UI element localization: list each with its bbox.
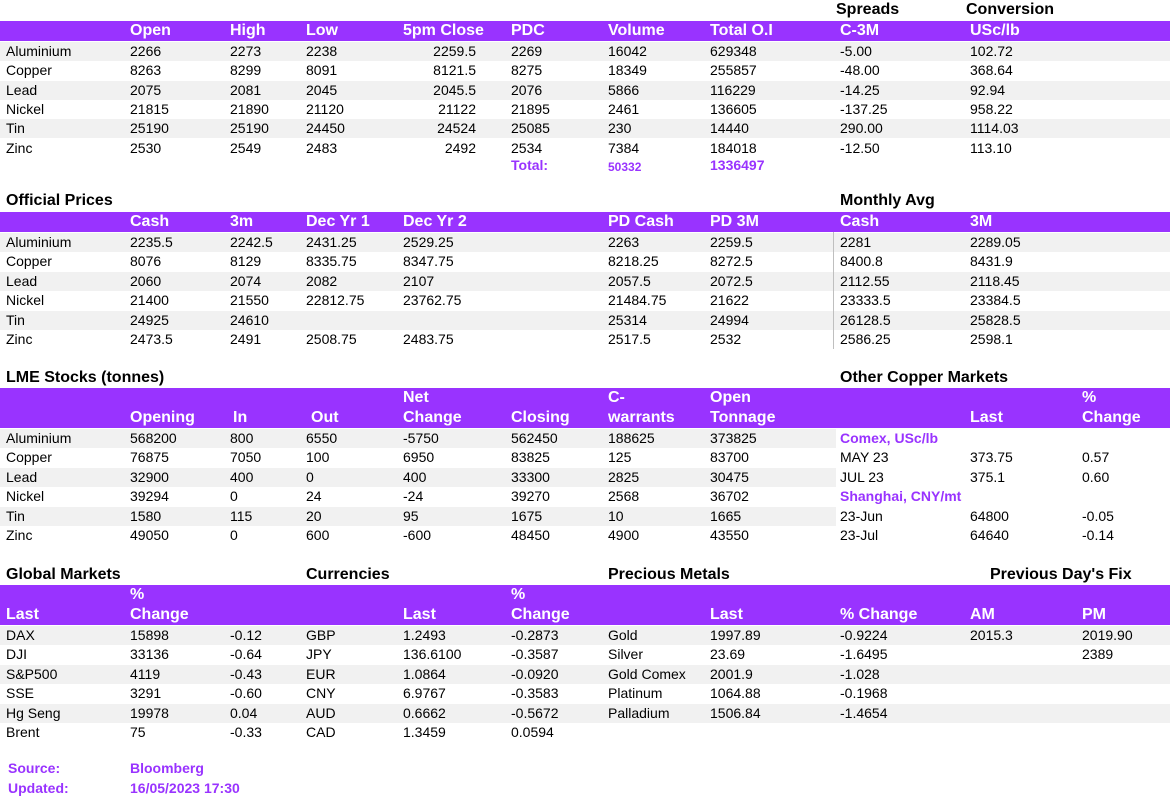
metal-name: Platinum: [608, 685, 663, 702]
data-cell: 2529.25: [403, 234, 454, 250]
col-header: Total O.I: [710, 22, 773, 39]
currency-last: 1.3459: [403, 724, 446, 740]
data-cell: 24994: [710, 311, 749, 328]
data-cell: 6550: [306, 430, 338, 446]
currencies-title: Currencies: [306, 566, 390, 583]
data-cell: 2491: [230, 331, 262, 347]
col-header: PD 3M: [710, 213, 759, 230]
data-cell: 24610: [230, 311, 269, 328]
col-header: Closing: [511, 409, 570, 426]
data-cell: 8091: [306, 62, 338, 79]
index-last: 3291: [130, 685, 162, 702]
data-cell: 290.00: [840, 120, 883, 137]
updated-label: Updated:: [8, 780, 69, 796]
index-change: -0.12: [230, 627, 262, 643]
col-header-top: %: [130, 586, 145, 603]
data-cell: 83825: [511, 449, 550, 466]
metal-name: Lead: [6, 81, 38, 98]
data-cell: 21550: [230, 292, 269, 309]
data-cell: 20: [306, 507, 322, 524]
data-cell: 21815: [130, 100, 169, 117]
data-cell: 8129: [230, 253, 262, 270]
currency-name: JPY: [306, 646, 332, 663]
contract-label: MAY 23: [840, 449, 889, 466]
data-cell: 373825: [710, 430, 757, 446]
col-header: PM: [1082, 606, 1106, 623]
metal-name: Lead: [6, 468, 38, 485]
data-cell: 25828.5: [970, 311, 1021, 328]
col-header: Last: [710, 606, 743, 623]
metal-name: Palladium: [608, 704, 670, 721]
previous-day-fix-title: Previous Day's Fix: [990, 566, 1132, 583]
data-cell: 255857: [710, 62, 757, 79]
metal-name: Copper: [6, 449, 52, 466]
data-cell: 24925: [130, 311, 169, 328]
data-cell: 4900: [608, 527, 640, 543]
col-header: Last: [970, 409, 1003, 426]
metal-name: Tin: [6, 311, 25, 328]
data-cell: 0: [230, 527, 238, 543]
metal-name: Aluminium: [6, 43, 72, 59]
data-cell: 7384: [608, 139, 640, 156]
data-cell: 0: [306, 468, 314, 485]
data-cell: 33300: [511, 468, 550, 485]
data-cell: 8299: [230, 62, 262, 79]
data-cell: 2517.5: [608, 331, 651, 347]
col-header: High: [230, 22, 266, 39]
row-shading: [0, 665, 1170, 684]
data-cell: 100: [306, 449, 330, 466]
data-cell: 2508.75: [306, 331, 357, 347]
data-cell: 23384.5: [970, 292, 1021, 309]
last-price: 64800: [970, 507, 1009, 524]
col-header-top: Net: [403, 389, 429, 406]
data-cell: 2076: [511, 81, 543, 98]
data-cell: 2242.5: [230, 234, 273, 250]
data-cell: 230: [608, 120, 632, 137]
data-cell: 2549: [230, 139, 262, 156]
data-cell: 39270: [511, 488, 550, 505]
data-cell: 2060: [130, 272, 162, 289]
data-cell: 2530: [130, 139, 162, 156]
currency-change: -0.3583: [511, 685, 559, 702]
metal-name: Zinc: [6, 331, 33, 347]
data-cell: -600: [403, 527, 432, 543]
metal-name: Copper: [6, 253, 52, 270]
data-cell: 2235.5: [130, 234, 173, 250]
col-header: Volume: [608, 22, 665, 39]
conversion-title: Conversion: [966, 1, 1055, 18]
data-cell: 24450: [306, 120, 345, 137]
index-name: DJI: [6, 646, 27, 663]
pct-change: 0.57: [1082, 449, 1110, 466]
close-cell: 21122: [438, 100, 476, 117]
col-header: PDC: [511, 22, 545, 39]
data-cell: 25314: [608, 311, 647, 328]
fix-pm: 2019.90: [1082, 627, 1133, 643]
source-value: Bloomberg: [130, 760, 204, 776]
currency-change: -0.5672: [511, 704, 559, 721]
metal-last: 1064.88: [710, 685, 761, 702]
metal-change: -0.9224: [840, 627, 888, 643]
data-cell: 48450: [511, 527, 550, 543]
metal-last: 2001.9: [710, 665, 753, 682]
data-cell: 2075: [130, 81, 162, 98]
metal-name: Tin: [6, 120, 25, 137]
metal-name: Nickel: [6, 488, 45, 505]
last-price: 64640: [970, 527, 1009, 543]
currency-last: 136.6100: [403, 646, 462, 663]
currency-name: AUD: [306, 704, 336, 721]
data-cell: 2081: [230, 81, 262, 98]
index-last: 4119: [130, 665, 161, 682]
metal-change: -0.1968: [840, 685, 888, 702]
pct-change: 0.60: [1082, 468, 1110, 485]
row-shading: [0, 704, 1170, 723]
index-last: 19978: [130, 704, 169, 721]
data-cell: 400: [230, 468, 254, 485]
data-cell: 76875: [130, 449, 169, 466]
col-header-top: %: [511, 586, 526, 603]
updated-value: 16/05/2023 17:30: [130, 780, 240, 796]
data-cell: 6950: [403, 449, 435, 466]
data-cell: 2532: [710, 331, 742, 347]
data-cell: 49050: [130, 527, 169, 543]
col-header: Last: [6, 606, 39, 623]
metal-last: 1997.89: [710, 627, 761, 643]
metal-name: Gold: [608, 627, 638, 643]
data-cell: 2266: [130, 43, 162, 59]
data-cell: 184018: [710, 139, 757, 156]
col-header: Last: [403, 606, 436, 623]
index-change: -0.33: [230, 724, 262, 740]
col-header: Cash: [840, 213, 880, 230]
index-change: -0.43: [230, 665, 262, 682]
metal-change: -1.6495: [840, 646, 888, 663]
data-cell: 25085: [511, 120, 550, 137]
data-cell: 600: [306, 527, 330, 543]
data-cell: 8272.5: [710, 253, 753, 270]
col-header: Cash: [130, 213, 170, 230]
data-cell: 1580: [130, 507, 162, 524]
data-cell: 2483.75: [403, 331, 454, 347]
data-cell: -14.25: [840, 81, 880, 98]
data-cell: 2568: [608, 488, 640, 505]
data-cell: 23333.5: [840, 292, 891, 309]
currency-last: 6.9767: [403, 685, 446, 702]
data-cell: 0: [230, 488, 238, 505]
col-header: In: [233, 409, 248, 426]
data-cell: 2461: [608, 100, 640, 117]
data-cell: 2431.25: [306, 234, 357, 250]
index-change: 0.04: [230, 704, 258, 721]
currency-change: -0.0920: [511, 665, 559, 682]
data-cell: 2289.05: [970, 234, 1021, 250]
contract-label: JUL 23: [840, 468, 884, 485]
col-header: Opening: [130, 409, 195, 426]
metal-change: -1.028: [840, 665, 880, 682]
data-cell: 7050: [230, 449, 262, 466]
data-cell: 21622: [710, 292, 749, 309]
col-header: 5pm Close: [403, 22, 484, 39]
data-cell: 21890: [230, 100, 269, 117]
data-cell: 26128.5: [840, 311, 891, 328]
global-markets-title: Global Markets: [6, 566, 121, 583]
data-cell: 2074: [230, 272, 262, 289]
data-cell: 115: [230, 507, 253, 524]
metal-last: 23.69: [710, 646, 746, 663]
data-cell: 24: [306, 488, 322, 505]
currency-change: 0.0594: [511, 724, 554, 740]
data-cell: 8347.75: [403, 253, 454, 270]
currency-last: 0.6662: [403, 704, 446, 721]
data-cell: 2586.25: [840, 331, 891, 347]
col-header: 3m: [230, 213, 254, 230]
data-cell: 21120: [306, 100, 344, 117]
data-cell: 2263: [608, 234, 640, 250]
close-cell: 2045.5: [433, 81, 476, 98]
col-header: Out: [311, 409, 339, 426]
data-cell: 568200: [130, 430, 177, 446]
other-copper-title: Other Copper Markets: [840, 369, 1009, 386]
data-cell: 8076: [130, 253, 162, 270]
pct-change: -0.14: [1082, 527, 1114, 543]
index-last: 33136: [130, 646, 169, 663]
data-cell: 2825: [608, 468, 640, 485]
fix-am: 2015.3: [970, 627, 1013, 643]
data-cell: 14440: [710, 120, 749, 137]
index-change: -0.60: [230, 685, 262, 702]
currency-name: EUR: [306, 665, 336, 682]
col-header: Low: [306, 22, 338, 39]
currency-last: 1.2493: [403, 627, 446, 643]
data-cell: 2112.55: [840, 272, 890, 289]
data-cell: 136605: [710, 100, 757, 117]
data-cell: 1114.03: [970, 120, 1019, 137]
data-cell: 125: [608, 449, 632, 466]
metal-name: Tin: [6, 507, 25, 524]
currency-last: 1.0864: [403, 665, 446, 682]
header-bar-official: [0, 212, 1170, 232]
monthly-avg-title: Monthly Avg: [840, 192, 935, 209]
currency-name: CAD: [306, 724, 336, 740]
data-cell: 2281: [840, 234, 872, 250]
data-cell: 2473.5: [130, 331, 173, 347]
index-last: 75: [130, 724, 146, 740]
metal-change: -1.4654: [840, 704, 888, 721]
currency-change: -0.3587: [511, 646, 559, 663]
precious-metals-title: Precious Metals: [608, 566, 730, 583]
currency-name: CNY: [306, 685, 336, 702]
data-cell: 8275: [511, 62, 543, 79]
close-cell: 2492: [444, 139, 476, 156]
contract-label: 23-Jul: [840, 527, 879, 543]
data-cell: 8218.25: [608, 253, 659, 270]
col-header: USc/lb: [970, 22, 1020, 39]
col-header: Tonnage: [710, 409, 776, 426]
metal-name: Aluminium: [6, 234, 72, 250]
metal-name: Zinc: [6, 527, 33, 543]
data-cell: 2238: [306, 43, 338, 59]
data-cell: 102.72: [970, 43, 1013, 59]
col-header: Change: [511, 606, 570, 623]
data-cell: 18349: [608, 62, 647, 79]
col-header: 3M: [970, 213, 993, 230]
data-cell: 2072.5: [710, 272, 753, 289]
data-cell: 2118.45: [970, 272, 1020, 289]
data-cell: 25190: [230, 120, 269, 137]
metal-name: Lead: [6, 272, 38, 289]
data-cell: 116229: [710, 81, 756, 98]
market-heading: Comex, USc/lb: [840, 430, 939, 446]
metal-name: Gold Comex: [608, 665, 686, 682]
data-cell: 8431.9: [970, 253, 1013, 270]
col-header-top: %: [1082, 389, 1097, 406]
index-last: 15898: [130, 627, 169, 643]
col-header: AM: [970, 606, 995, 623]
data-cell: 83700: [710, 449, 749, 466]
col-header: Dec Yr 1: [306, 213, 370, 230]
data-cell: 562450: [511, 430, 558, 446]
data-cell: 8335.75: [306, 253, 357, 270]
column-divider: [833, 232, 834, 349]
data-cell: 5866: [608, 81, 640, 98]
metal-name: Nickel: [6, 100, 45, 117]
data-cell: 25190: [130, 120, 169, 137]
data-cell: 188625: [608, 430, 655, 446]
col-header: warrants: [608, 409, 675, 426]
data-cell: 2534: [511, 139, 543, 156]
data-cell: 21895: [511, 100, 550, 117]
col-header: Open: [130, 22, 171, 39]
data-cell: -5.00: [840, 43, 872, 59]
data-cell: 8263: [130, 62, 162, 79]
data-cell: 2107: [403, 272, 435, 289]
data-cell: 16042: [608, 43, 647, 59]
index-name: Brent: [6, 724, 40, 740]
data-cell: 92.94: [970, 81, 1006, 98]
lme-stocks-title: LME Stocks (tonnes): [6, 369, 165, 386]
index-name: S&P500: [6, 665, 58, 682]
total-label: Total:: [511, 157, 549, 173]
metal-name: Aluminium: [6, 430, 72, 446]
data-cell: 30475: [710, 468, 749, 485]
index-name: DAX: [6, 627, 35, 643]
data-cell: 113.10: [970, 139, 1012, 156]
close-cell: 8121.5: [433, 62, 476, 79]
metal-name: Copper: [6, 62, 52, 79]
market-heading: Shanghai, CNY/mt: [840, 488, 962, 505]
metal-name: Zinc: [6, 139, 33, 156]
col-header: Change: [130, 606, 189, 623]
data-cell: 2057.5: [608, 272, 651, 289]
data-cell: 368.64: [970, 62, 1013, 79]
col-header: Change: [1082, 409, 1141, 426]
data-cell: 2045: [306, 81, 338, 98]
col-header: C-3M: [840, 22, 880, 39]
data-cell: 21484.75: [608, 292, 667, 309]
data-cell: 2259.5: [710, 234, 753, 250]
col-header-top: Open: [710, 389, 751, 406]
close-cell: 24524: [437, 120, 476, 137]
data-cell: 2483: [306, 139, 338, 156]
col-header-top: C-: [608, 389, 625, 406]
total-volume: 50332: [608, 160, 642, 174]
data-cell: 958.22: [970, 100, 1013, 117]
data-cell: 800: [230, 430, 254, 446]
contract-label: 23-Jun: [840, 507, 883, 524]
currency-name: GBP: [306, 627, 336, 643]
data-cell: 36702: [710, 488, 749, 505]
data-cell: 23762.75: [403, 292, 462, 309]
data-cell: 2273: [230, 43, 262, 59]
data-cell: 43550: [710, 527, 749, 543]
official-prices-title: Official Prices: [6, 192, 113, 209]
pct-change: -0.05: [1082, 507, 1114, 524]
data-cell: 22812.75: [306, 292, 365, 309]
data-cell: 1665: [710, 507, 742, 524]
data-cell: 1675: [511, 507, 543, 524]
data-cell: -48.00: [840, 62, 880, 79]
last-price: 375.1: [970, 468, 1006, 485]
col-header: Change: [403, 409, 462, 426]
total-open-interest: 1336497: [710, 157, 765, 173]
index-name: SSE: [6, 685, 35, 702]
currency-change: -0.2873: [511, 627, 559, 643]
data-cell: -12.50: [840, 139, 880, 156]
data-cell: 2269: [511, 43, 543, 59]
last-price: 373.75: [970, 449, 1013, 466]
data-cell: 8400.8: [840, 253, 883, 270]
data-cell: 629348: [710, 43, 757, 59]
data-cell: 39294: [130, 488, 169, 505]
index-name: Hg Seng: [6, 704, 61, 721]
data-cell: -137.25: [840, 100, 888, 117]
data-cell: 21400: [130, 292, 169, 309]
metal-last: 1506.84: [710, 704, 761, 721]
data-cell: -5750: [403, 430, 439, 446]
data-cell: 10: [608, 507, 624, 524]
data-cell: 95: [403, 507, 419, 524]
index-change: -0.64: [230, 646, 262, 663]
data-cell: 2082: [306, 272, 338, 289]
data-cell: -24: [403, 488, 424, 505]
spreads-title: Spreads: [836, 1, 900, 18]
source-label: Source:: [8, 760, 61, 776]
col-header: % Change: [840, 606, 918, 623]
metal-name: Silver: [608, 646, 644, 663]
data-cell: 400: [403, 468, 427, 485]
data-cell: 32900: [130, 468, 169, 485]
col-header: Dec Yr 2: [403, 213, 467, 230]
metal-name: Nickel: [6, 292, 45, 309]
data-cell: 2598.1: [970, 331, 1013, 347]
col-header: PD Cash: [608, 213, 674, 230]
fix-pm: 2389: [1082, 646, 1114, 663]
close-cell: 2259.5: [433, 43, 476, 59]
